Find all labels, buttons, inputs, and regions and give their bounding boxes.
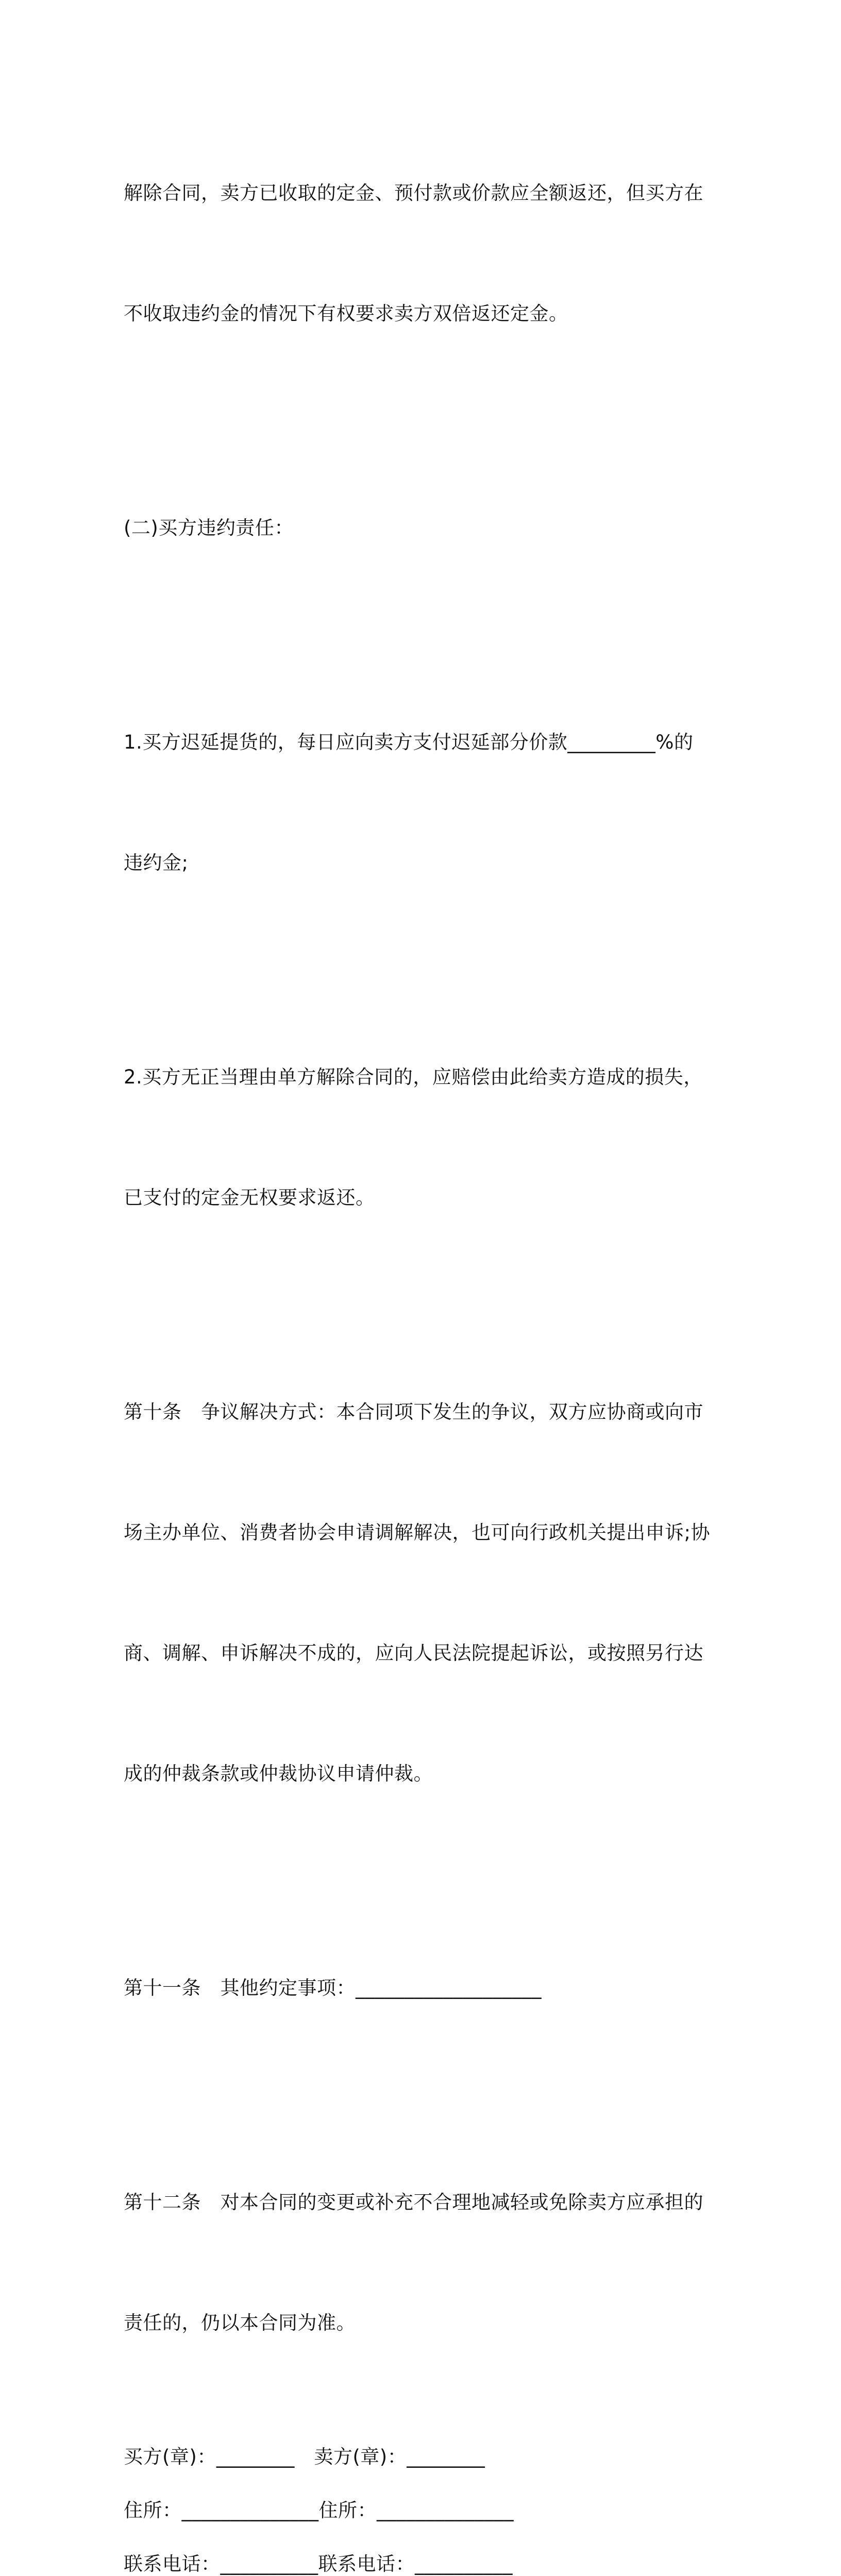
document-body: [124, 93, 711, 2576]
text-line: 商、调解、申诉解决不成的，应向人民法院提起诉讼，或按照另行达: [124, 1642, 703, 1664]
text-line: 解除合同，卖方已收取的定金、预付款或价款应全额返还，但买方在: [124, 182, 703, 204]
text-line: 成的仲裁条款或仲裁协议申请仲裁。: [124, 1762, 433, 1785]
text-line: (二)买方违约责任：: [124, 517, 294, 539]
article-10-dispute-resolution: [124, 1312, 711, 1874]
paragraph-seller-refund: [124, 93, 711, 414]
text-line: 第十二条 对本合同的变更或补充不合理地减轻或免除卖方应承担的: [124, 2191, 703, 2213]
signature-row-phone: 联系电话：__________联系电话：__________: [124, 2553, 513, 2575]
text-line: 违约金;: [124, 852, 189, 874]
clause-buyer-termination: [124, 977, 711, 1298]
text-line: 不收取违约金的情况下有权要求卖方双倍返还定金。: [124, 302, 568, 325]
article-11-other-terms: [124, 1888, 711, 2089]
text-line: 第十一条 其他约定事项：___________________: [124, 1977, 542, 1999]
text-line: 场主办单位、消费者协会申请调解解决，也可向行政机关提出申诉;协: [124, 1521, 710, 1544]
heading-buyer-liability: [124, 428, 711, 629]
clause-buyer-late-pickup: [124, 642, 711, 963]
text-line: 1.买方迟延提货的，每日应向卖方支付迟延部分价款_________%的: [124, 731, 694, 753]
signature-row-seal: 买方(章)：________ 卖方(章)：________: [124, 2446, 485, 2468]
text-line: 第十条 争议解决方式：本合同项下发生的争议，双方应协商或向市: [124, 1401, 703, 1423]
text-line: 责任的，仍以本合同为准。: [124, 2312, 356, 2334]
text-line: 2.买方无正当理由单方解除合同的，应赔偿由此给卖方造成的损失，: [124, 1066, 703, 1088]
article-12-amendments: [124, 2102, 711, 2424]
signature-row-address: 住所：______________住所：______________: [124, 2499, 514, 2521]
text-line: 已支付的定金无权要求返还。: [124, 1187, 375, 1209]
